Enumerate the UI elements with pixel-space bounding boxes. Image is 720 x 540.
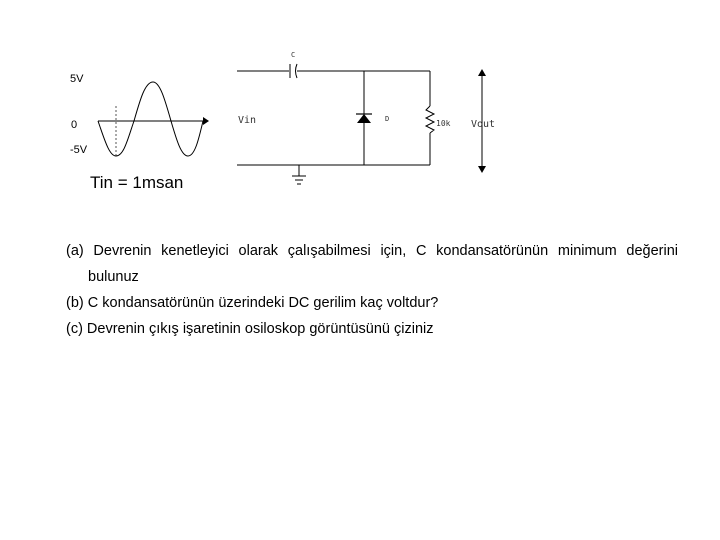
capacitor-label: C bbox=[291, 51, 296, 59]
capacitor-plate-right bbox=[296, 64, 298, 78]
question-b: (b) C kondansatörünün üzerindeki DC gerilim kaç voltdur? bbox=[66, 295, 439, 311]
output-arrowhead-up bbox=[478, 69, 486, 76]
waveform-axis-arrowhead bbox=[203, 117, 209, 125]
waveform-label-5v: 5V bbox=[70, 73, 84, 85]
input-waveform bbox=[70, 73, 209, 156]
output-arrowhead-down bbox=[478, 166, 486, 173]
diode-symbol bbox=[356, 114, 372, 123]
diode-label: D bbox=[385, 115, 390, 123]
output-label: Vout bbox=[471, 119, 496, 130]
question-a-line2: bulunuz bbox=[88, 269, 139, 285]
waveform-label-0: 0 bbox=[71, 119, 78, 131]
diode-triangle bbox=[357, 114, 371, 123]
waveform-sine bbox=[98, 82, 203, 156]
question-a-line1: (a) Devrenin kenetleyici olarak çalışabilmesi için, C kondansatörünün minimum değerini bbox=[66, 243, 678, 259]
question-c: (c) Devrenin çıkış işaretinin osiloskop görüntüsünü çiziniz bbox=[66, 321, 434, 337]
resistor-label: 10k bbox=[436, 119, 451, 128]
input-label: Vin bbox=[238, 115, 257, 126]
period-note: Tin = 1msan bbox=[90, 173, 184, 192]
waveform-label-neg5v: -5V bbox=[70, 144, 88, 156]
resistor-zigzag bbox=[426, 106, 434, 133]
